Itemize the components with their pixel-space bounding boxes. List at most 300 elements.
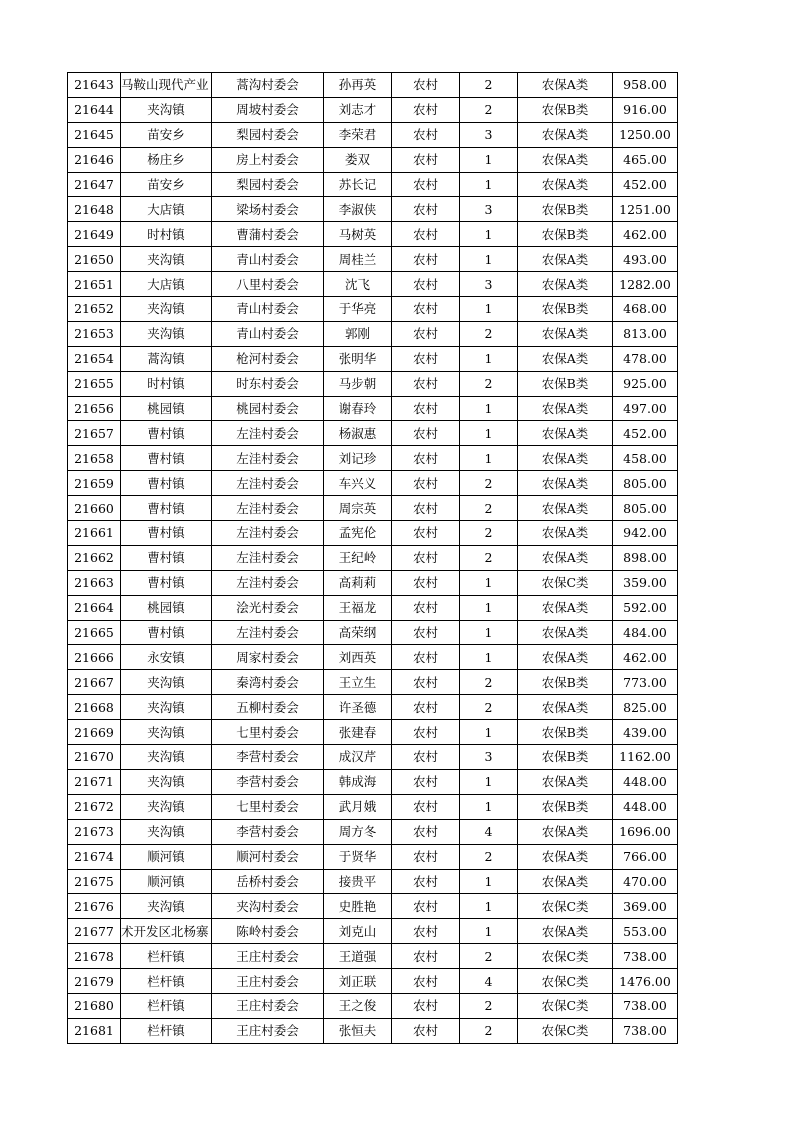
table-row [68,297,678,322]
name-cell: 张明华 [324,346,392,371]
name-cell: 沈飞 [324,272,392,297]
area-cell: 农村 [392,745,460,770]
row-id-cell: 21680 [68,993,121,1018]
count-cell: 1 [460,222,518,247]
table-row [68,97,678,122]
insurance-type-cell: 农保A类 [518,695,613,720]
area-cell: 农村 [392,769,460,794]
insurance-type-cell: 农保A类 [518,272,613,297]
area-cell: 农村 [392,695,460,720]
area-cell: 农村 [392,197,460,222]
area-cell: 农村 [392,993,460,1018]
area-cell: 农村 [392,819,460,844]
table-row [68,720,678,745]
area-cell: 农村 [392,471,460,496]
amount-cell: 493.00 [613,247,678,272]
insurance-type-cell: 农保A类 [518,471,613,496]
area-cell: 农村 [392,869,460,894]
amount-cell: 1250.00 [613,122,678,147]
count-cell: 3 [460,197,518,222]
table-row [68,769,678,794]
row-id-cell: 21651 [68,272,121,297]
village-cell: 浍光村委会 [212,595,324,620]
count-cell: 1 [460,396,518,421]
town-cell: 曹村镇 [121,570,212,595]
table-row [68,695,678,720]
row-id-cell: 21662 [68,545,121,570]
table-row [68,421,678,446]
row-id-cell: 21679 [68,969,121,994]
name-cell: 刘志才 [324,97,392,122]
row-id-cell: 21645 [68,122,121,147]
village-cell: 八里村委会 [212,272,324,297]
row-id-cell: 21663 [68,570,121,595]
table-row [68,844,678,869]
village-cell: 蒿沟村委会 [212,73,324,98]
area-cell: 农村 [392,670,460,695]
amount-cell: 484.00 [613,620,678,645]
table-row [68,496,678,521]
amount-cell: 452.00 [613,421,678,446]
count-cell: 2 [460,371,518,396]
count-cell: 2 [460,993,518,1018]
village-cell: 枪河村委会 [212,346,324,371]
town-cell: 曹村镇 [121,446,212,471]
insurance-type-cell: 农保A类 [518,769,613,794]
village-cell: 左洼村委会 [212,446,324,471]
area-cell: 农村 [392,421,460,446]
village-cell: 左洼村委会 [212,570,324,595]
town-cell: 顺河镇 [121,844,212,869]
amount-cell: 825.00 [613,695,678,720]
town-cell: 夹沟镇 [121,720,212,745]
table-row [68,670,678,695]
name-cell: 高莉莉 [324,570,392,595]
name-cell: 张建春 [324,720,392,745]
village-cell: 桃园村委会 [212,396,324,421]
insurance-type-cell: 农保A类 [518,645,613,670]
count-cell: 1 [460,645,518,670]
town-cell: 大店镇 [121,197,212,222]
insurance-type-cell: 农保B类 [518,222,613,247]
town-cell: 时村镇 [121,222,212,247]
town-cell: 栏杆镇 [121,944,212,969]
town-cell: 马鞍山现代产业 [121,73,212,98]
insurance-type-cell: 农保B类 [518,720,613,745]
count-cell: 1 [460,894,518,919]
village-cell: 王庄村委会 [212,1018,324,1043]
village-cell: 岳桥村委会 [212,869,324,894]
area-cell: 农村 [392,172,460,197]
area-cell: 农村 [392,222,460,247]
area-cell: 农村 [392,496,460,521]
count-cell: 3 [460,122,518,147]
table-row [68,172,678,197]
insurance-type-cell: 农保A类 [518,421,613,446]
count-cell: 2 [460,695,518,720]
town-cell: 夹沟镇 [121,297,212,322]
count-cell: 1 [460,147,518,172]
table-row [68,819,678,844]
name-cell: 武月娥 [324,794,392,819]
table-row [68,595,678,620]
name-cell: 接贵平 [324,869,392,894]
village-cell: 陈岭村委会 [212,919,324,944]
insurance-type-cell: 农保C类 [518,993,613,1018]
area-cell: 农村 [392,521,460,546]
insurance-type-cell: 农保A类 [518,869,613,894]
count-cell: 2 [460,670,518,695]
insurance-type-cell: 农保A类 [518,346,613,371]
area-cell: 农村 [392,122,460,147]
row-id-cell: 21672 [68,794,121,819]
name-cell: 郭刚 [324,321,392,346]
town-cell: 栏杆镇 [121,969,212,994]
amount-cell: 1282.00 [613,272,678,297]
town-cell: 大店镇 [121,272,212,297]
area-cell: 农村 [392,944,460,969]
count-cell: 1 [460,794,518,819]
name-cell: 刘正联 [324,969,392,994]
insurance-type-cell: 农保A类 [518,819,613,844]
table-row [68,272,678,297]
village-cell: 顺河村委会 [212,844,324,869]
village-cell: 周家村委会 [212,645,324,670]
area-cell: 农村 [392,844,460,869]
insurance-type-cell: 农保A类 [518,73,613,98]
table-row [68,446,678,471]
village-cell: 左洼村委会 [212,421,324,446]
count-cell: 2 [460,73,518,98]
area-cell: 农村 [392,321,460,346]
name-cell: 周宗英 [324,496,392,521]
town-cell: 夹沟镇 [121,695,212,720]
insurance-type-cell: 农保A类 [518,122,613,147]
amount-cell: 458.00 [613,446,678,471]
town-cell: 夹沟镇 [121,769,212,794]
amount-cell: 813.00 [613,321,678,346]
village-cell: 左洼村委会 [212,620,324,645]
insurance-type-cell: 农保C类 [518,570,613,595]
town-cell: 栏杆镇 [121,993,212,1018]
town-cell: 夹沟镇 [121,670,212,695]
table-row [68,371,678,396]
insurance-type-cell: 农保B类 [518,97,613,122]
row-id-cell: 21677 [68,919,121,944]
row-id-cell: 21674 [68,844,121,869]
row-id-cell: 21667 [68,670,121,695]
count-cell: 1 [460,421,518,446]
insurance-type-cell: 农保A类 [518,521,613,546]
area-cell: 农村 [392,73,460,98]
village-cell: 左洼村委会 [212,496,324,521]
insurance-type-cell: 农保A类 [518,321,613,346]
name-cell: 谢春玲 [324,396,392,421]
amount-cell: 470.00 [613,869,678,894]
name-cell: 王纪岭 [324,545,392,570]
village-cell: 夹沟村委会 [212,894,324,919]
amount-cell: 369.00 [613,894,678,919]
area-cell: 农村 [392,147,460,172]
name-cell: 苏长记 [324,172,392,197]
amount-cell: 1476.00 [613,969,678,994]
row-id-cell: 21665 [68,620,121,645]
insurance-type-cell: 农保A类 [518,172,613,197]
count-cell: 1 [460,620,518,645]
name-cell: 王立生 [324,670,392,695]
count-cell: 1 [460,769,518,794]
table-row [68,1018,678,1043]
village-cell: 青山村委会 [212,297,324,322]
name-cell: 王福龙 [324,595,392,620]
row-id-cell: 21664 [68,595,121,620]
village-cell: 周坡村委会 [212,97,324,122]
insurance-type-cell: 农保A类 [518,396,613,421]
amount-cell: 359.00 [613,570,678,595]
village-cell: 王庄村委会 [212,944,324,969]
count-cell: 1 [460,446,518,471]
row-id-cell: 21646 [68,147,121,172]
name-cell: 马树英 [324,222,392,247]
count-cell: 2 [460,97,518,122]
name-cell: 刘记珍 [324,446,392,471]
name-cell: 王道强 [324,944,392,969]
amount-cell: 462.00 [613,222,678,247]
count-cell: 1 [460,570,518,595]
town-cell: 时村镇 [121,371,212,396]
name-cell: 高荣纲 [324,620,392,645]
insurance-type-cell: 农保A类 [518,620,613,645]
amount-cell: 805.00 [613,471,678,496]
amount-cell: 898.00 [613,545,678,570]
count-cell: 2 [460,521,518,546]
name-cell: 马步朝 [324,371,392,396]
village-cell: 五柳村委会 [212,695,324,720]
row-id-cell: 21676 [68,894,121,919]
village-cell: 李营村委会 [212,819,324,844]
amount-cell: 497.00 [613,396,678,421]
town-cell: 曹村镇 [121,620,212,645]
area-cell: 农村 [392,272,460,297]
area-cell: 农村 [392,720,460,745]
row-id-cell: 21670 [68,745,121,770]
area-cell: 农村 [392,247,460,272]
area-cell: 农村 [392,371,460,396]
town-cell: 夹沟镇 [121,321,212,346]
insurance-type-cell: 农保A类 [518,545,613,570]
count-cell: 2 [460,471,518,496]
name-cell: 周桂兰 [324,247,392,272]
count-cell: 4 [460,969,518,994]
village-cell: 左洼村委会 [212,471,324,496]
area-cell: 农村 [392,97,460,122]
row-id-cell: 21658 [68,446,121,471]
count-cell: 2 [460,844,518,869]
town-cell: 术开发区北杨寨 [121,919,212,944]
table-row [68,944,678,969]
insurance-type-cell: 农保A类 [518,247,613,272]
table-row [68,869,678,894]
table-row [68,993,678,1018]
amount-cell: 462.00 [613,645,678,670]
name-cell: 孟宪伦 [324,521,392,546]
area-cell: 农村 [392,446,460,471]
amount-cell: 958.00 [613,73,678,98]
table-row [68,122,678,147]
amount-cell: 738.00 [613,993,678,1018]
table-row [68,147,678,172]
amount-cell: 478.00 [613,346,678,371]
row-id-cell: 21669 [68,720,121,745]
insurance-type-cell: 农保B类 [518,794,613,819]
village-cell: 青山村委会 [212,247,324,272]
insurance-type-cell: 农保A类 [518,844,613,869]
row-id-cell: 21654 [68,346,121,371]
count-cell: 1 [460,595,518,620]
village-cell: 左洼村委会 [212,521,324,546]
table-row [68,545,678,570]
count-cell: 1 [460,247,518,272]
count-cell: 2 [460,496,518,521]
table-row [68,346,678,371]
table-row [68,396,678,421]
count-cell: 1 [460,297,518,322]
count-cell: 2 [460,321,518,346]
row-id-cell: 21650 [68,247,121,272]
row-id-cell: 21643 [68,73,121,98]
insurance-type-cell: 农保C类 [518,894,613,919]
village-cell: 青山村委会 [212,321,324,346]
name-cell: 孙再英 [324,73,392,98]
name-cell: 韩成海 [324,769,392,794]
town-cell: 苗安乡 [121,172,212,197]
village-cell: 房上村委会 [212,147,324,172]
insurance-type-cell: 农保B类 [518,371,613,396]
amount-cell: 805.00 [613,496,678,521]
amount-cell: 916.00 [613,97,678,122]
area-cell: 农村 [392,794,460,819]
village-cell: 时东村委会 [212,371,324,396]
name-cell: 车兴义 [324,471,392,496]
amount-cell: 925.00 [613,371,678,396]
area-cell: 农村 [392,595,460,620]
name-cell: 成汉芹 [324,745,392,770]
area-cell: 农村 [392,570,460,595]
town-cell: 夹沟镇 [121,745,212,770]
table-row [68,521,678,546]
town-cell: 夹沟镇 [121,97,212,122]
insurance-type-cell: 农保C类 [518,969,613,994]
table-row [68,969,678,994]
town-cell: 蒿沟镇 [121,346,212,371]
row-id-cell: 21659 [68,471,121,496]
town-cell: 夹沟镇 [121,819,212,844]
village-cell: 梨园村委会 [212,172,324,197]
amount-cell: 439.00 [613,720,678,745]
row-id-cell: 21673 [68,819,121,844]
amount-cell: 465.00 [613,147,678,172]
count-cell: 1 [460,346,518,371]
count-cell: 3 [460,272,518,297]
count-cell: 1 [460,172,518,197]
row-id-cell: 21656 [68,396,121,421]
insurance-type-cell: 农保A类 [518,147,613,172]
village-cell: 梁场村委会 [212,197,324,222]
row-id-cell: 21644 [68,97,121,122]
town-cell: 夹沟镇 [121,247,212,272]
row-id-cell: 21653 [68,321,121,346]
insurance-type-cell: 农保B类 [518,297,613,322]
insurance-type-cell: 农保B类 [518,670,613,695]
table-row [68,794,678,819]
town-cell: 夹沟镇 [121,894,212,919]
count-cell: 2 [460,944,518,969]
table-row [68,745,678,770]
row-id-cell: 21649 [68,222,121,247]
area-cell: 农村 [392,1018,460,1043]
name-cell: 娄双 [324,147,392,172]
area-cell: 农村 [392,346,460,371]
row-id-cell: 21657 [68,421,121,446]
amount-cell: 766.00 [613,844,678,869]
insurance-type-cell: 农保A类 [518,496,613,521]
row-id-cell: 21648 [68,197,121,222]
amount-cell: 452.00 [613,172,678,197]
count-cell: 1 [460,919,518,944]
area-cell: 农村 [392,620,460,645]
table-row [68,471,678,496]
table-row [68,247,678,272]
name-cell: 李荣君 [324,122,392,147]
row-id-cell: 21660 [68,496,121,521]
name-cell: 刘克山 [324,919,392,944]
area-cell: 农村 [392,297,460,322]
count-cell: 2 [460,1018,518,1043]
name-cell: 于华亮 [324,297,392,322]
data-table [67,72,678,1044]
row-id-cell: 21647 [68,172,121,197]
row-id-cell: 21671 [68,769,121,794]
table-row [68,570,678,595]
area-cell: 农村 [392,396,460,421]
name-cell: 刘西英 [324,645,392,670]
insurance-type-cell: 农保A类 [518,919,613,944]
town-cell: 曹村镇 [121,496,212,521]
row-id-cell: 21666 [68,645,121,670]
count-cell: 4 [460,819,518,844]
row-id-cell: 21652 [68,297,121,322]
insurance-type-cell: 农保C类 [518,1018,613,1043]
amount-cell: 773.00 [613,670,678,695]
village-cell: 七里村委会 [212,720,324,745]
town-cell: 永安镇 [121,645,212,670]
name-cell: 史胜艳 [324,894,392,919]
name-cell: 张恒夫 [324,1018,392,1043]
area-cell: 农村 [392,969,460,994]
insurance-type-cell: 农保C类 [518,944,613,969]
town-cell: 夹沟镇 [121,794,212,819]
name-cell: 于贤华 [324,844,392,869]
village-cell: 王庄村委会 [212,993,324,1018]
name-cell: 周方冬 [324,819,392,844]
town-cell: 栏杆镇 [121,1018,212,1043]
insurance-type-cell: 农保B类 [518,745,613,770]
name-cell: 许圣德 [324,695,392,720]
row-id-cell: 21678 [68,944,121,969]
count-cell: 1 [460,869,518,894]
amount-cell: 738.00 [613,1018,678,1043]
count-cell: 2 [460,545,518,570]
